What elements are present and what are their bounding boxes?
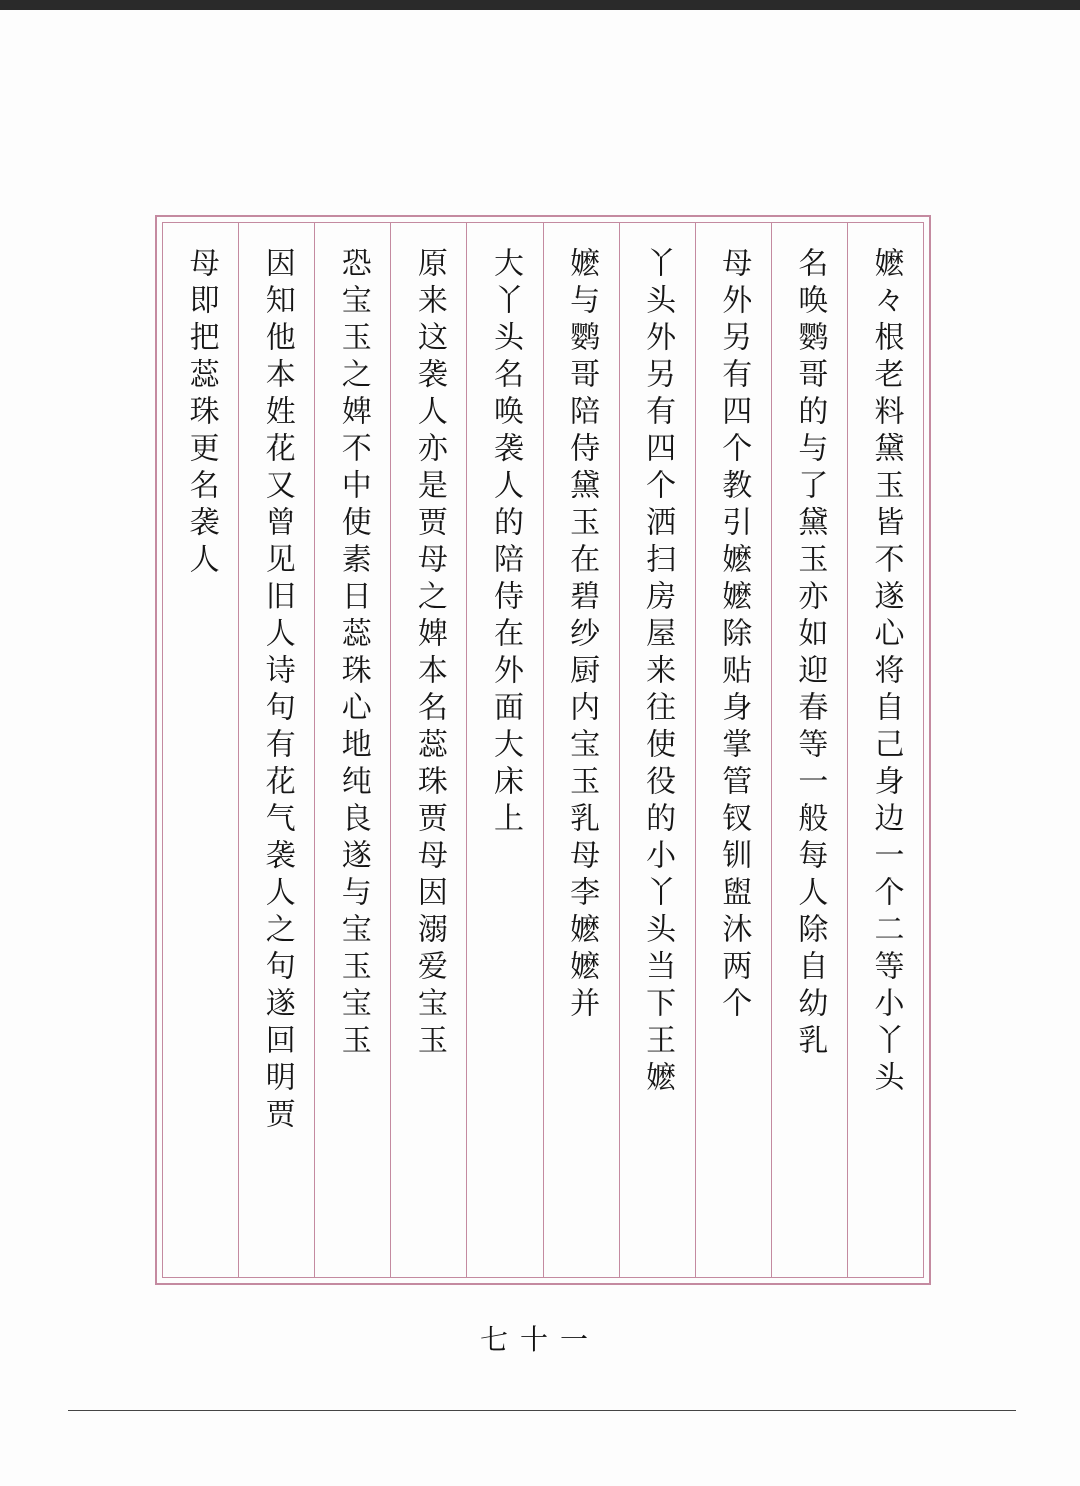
text-column [163, 223, 238, 1277]
text-column [466, 223, 542, 1277]
column-text: 大丫头名唤袭人的陪侍在外面大床上 [487, 247, 523, 839]
text-column [771, 223, 847, 1277]
text-column [314, 223, 390, 1277]
column-text: 嬷与鹦哥陪侍黛玉在碧纱厨内宝玉乳母李嬷嬷并 [564, 247, 600, 1024]
column-text: 嬷々根老料黛玉皆不遂心将自己身边一个二等小丫头 [868, 247, 904, 1098]
text-column [543, 223, 619, 1277]
text-column [390, 223, 466, 1277]
column-text: 恐宝玉之婢不中使素日蕊珠心地纯良遂与宝玉宝玉 [335, 247, 371, 1061]
text-columns [163, 223, 923, 1277]
scan-top-edge [0, 0, 1080, 10]
column-text: 丫头外另有四个洒扫房屋来往使役的小丫头当下王嬷 [640, 247, 676, 1098]
footer-rule [68, 1410, 1016, 1411]
column-text: 名唤鹦哥的与了黛玉亦如迎春等一般每人除自幼乳 [792, 247, 828, 1061]
column-text: 因知他本姓花又曾见旧人诗句有花气袭人之句遂回明贾 [259, 247, 295, 1135]
text-column [695, 223, 771, 1277]
page-number: 七十一 [479, 1323, 600, 1356]
text-column [619, 223, 695, 1277]
text-column [238, 223, 314, 1277]
text-column [847, 223, 923, 1277]
column-text: 母外另有四个教引嬷嬷除贴身掌管钗钏盥沐两个 [716, 247, 752, 1024]
column-text: 母即把蕊珠更名袭人 [183, 247, 219, 580]
column-text: 原来这袭人亦是贾母之婢本名蕊珠贾母因溺爱宝玉 [411, 247, 447, 1061]
